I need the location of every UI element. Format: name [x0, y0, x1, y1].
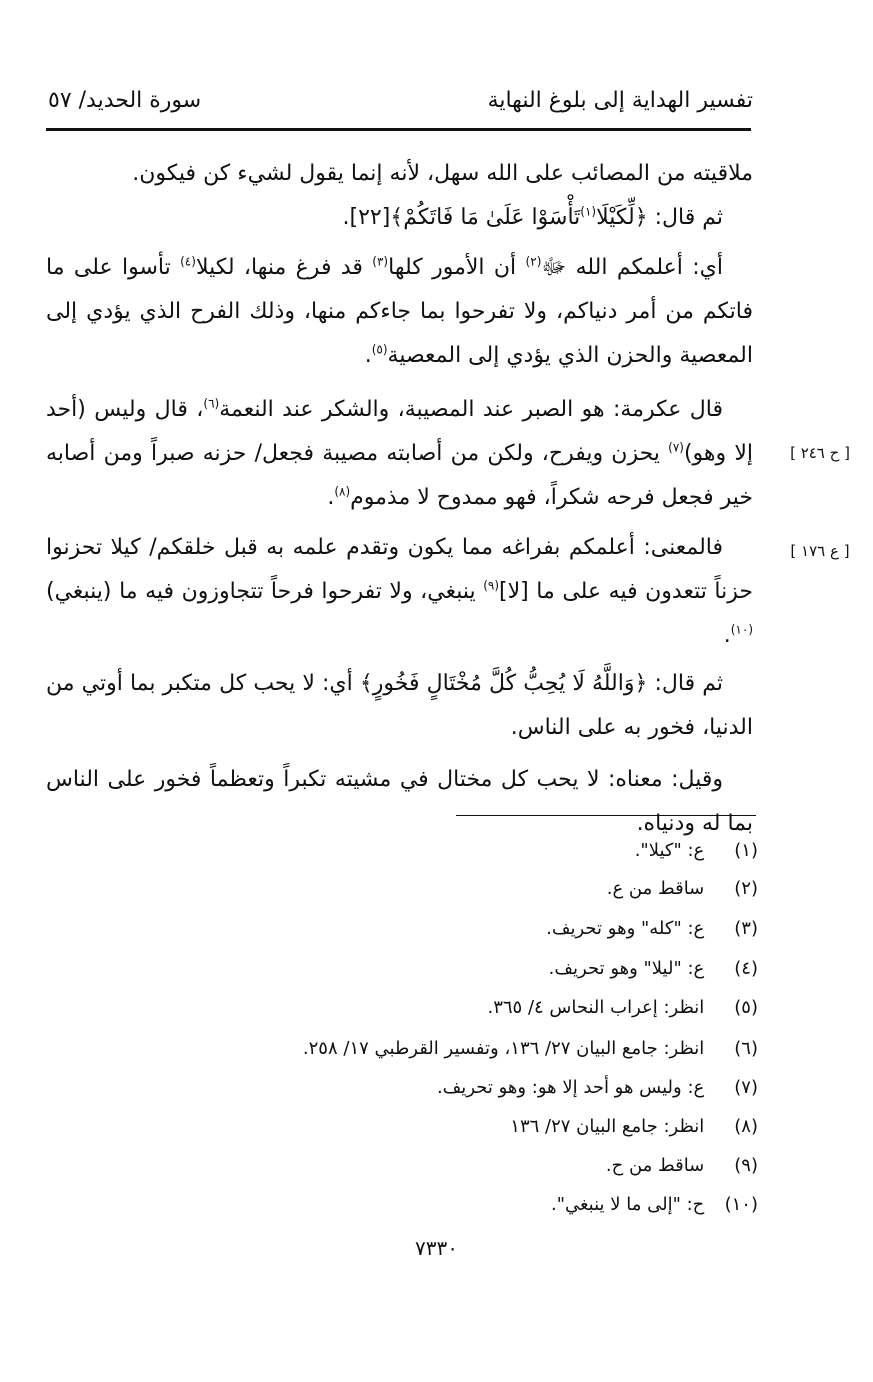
footnote-number: (٣): [734, 918, 758, 939]
footnote-ref-10[interactable]: (١٠): [730, 622, 753, 637]
text-run: .: [723, 623, 731, 648]
footnote-text: ع: "كله" وهو تحريف.: [546, 918, 705, 939]
footnote-divider: [456, 815, 756, 816]
footnote-5: [198, 995, 758, 1021]
footnote-number: (٦): [734, 1038, 758, 1059]
quran-verse: ﴿لِّكَيْلَا: [596, 205, 648, 230]
quran-verse: ﴿وَاللَّهُ لَا يُحِبُّ كُلَّ مُخْتَالٍ فَخُورٍ﴾: [359, 671, 648, 696]
margin-note-a: [ ع ١٧٦ ]: [790, 542, 850, 560]
footnote-number: (٢): [734, 878, 758, 899]
text-run: أي: لا يحب كل متكبر بما أوتي من الدنيا، فخور به على الناس.: [46, 671, 753, 740]
text-run: ثم قال:: [647, 205, 723, 230]
surah-label: سورة الحديد/ ٥٧: [48, 88, 202, 113]
footnote-ref-1[interactable]: (١): [580, 204, 597, 219]
footnote-text: ساقط من ح.: [605, 1155, 705, 1176]
footnote-3: [198, 916, 758, 942]
footnote-ref-5[interactable]: (٥): [371, 342, 388, 357]
footnote-number: (١): [734, 840, 758, 861]
footnote-text: ح: "إلى ما لا ينبغي".: [550, 1194, 705, 1215]
footnote-9: [198, 1153, 758, 1179]
text-run: ثم قال:: [647, 671, 723, 696]
footnote-number: (٥): [734, 997, 758, 1018]
footnote-6: [198, 1036, 758, 1062]
footnote-number: (٨): [734, 1116, 758, 1137]
text-run: قد فرغ منها، لكيلا: [195, 255, 373, 280]
text-run: أي: أعلمكم الله ﷻ: [541, 255, 724, 280]
footnote-number: (١٠): [724, 1194, 758, 1215]
text-run: يحزن ويفرح، ولكن من أصابته مصيبة فجعل/ حزنه صبراً ومن أصابه خير فجعل فرحه شكراً، فهو ممدوح لا مذموم: [46, 441, 753, 510]
running-title: تفسير الهداية إلى بلوغ النهاية: [487, 88, 753, 113]
header-divider: [46, 128, 751, 131]
footnote-10: [198, 1192, 758, 1218]
footnote-4: [198, 956, 758, 982]
paragraph-7: وقيل: معناه: لا يحب كل مختال في مشيته تكبراً وتعظماً فخور على الناس بما له ودنياه.: [46, 767, 753, 836]
page-number: ٧٣٣٠: [415, 1236, 458, 1260]
footnote-text: انظر: جامع البيان ٢٧/ ١٣٦، وتفسير القرطبي ١٧/ ٢٥٨.: [302, 1038, 705, 1059]
quran-verse-rest: تَأْسَوْا عَلَىٰ مَا فَاتَكُمْ﴾: [390, 205, 581, 230]
footnote-text: ع: "ليلا" وهو تحريف.: [548, 958, 705, 979]
text-run: ، قال وليس (أحد إلا وهو): [46, 397, 753, 466]
paragraph-4: [46, 388, 753, 520]
footnote-ref-6[interactable]: (٦): [203, 396, 220, 411]
footnote-ref-4[interactable]: (٤): [180, 254, 196, 269]
text-run: قال عكرمة: هو الصبر عند المصيبة، والشكر عند النعمة: [219, 397, 724, 422]
footnote-number: (٩): [734, 1155, 758, 1176]
footnote-ref-3[interactable]: (٣): [372, 254, 389, 269]
footnote-7: [198, 1075, 758, 1101]
footnote-1: [198, 838, 758, 864]
footnote-ref-8[interactable]: (٨): [334, 484, 351, 499]
verse-number: [٢٢].: [342, 205, 391, 230]
footnote-text: ع: "كيلا".: [634, 840, 705, 861]
paragraph-2: [46, 196, 753, 240]
paragraph-6: [46, 662, 753, 750]
margin-note-h: [ ح ٢٤٦ ]: [790, 444, 850, 462]
footnote-2: [198, 876, 758, 902]
footnote-text: ع: وليس هو أحد إلا هو: وهو تحريف.: [436, 1077, 705, 1098]
footnote-number: (٧): [734, 1077, 758, 1098]
footnote-text: انظر: جامع البيان ٢٧/ ١٣٦: [510, 1116, 705, 1137]
text-run: .: [327, 485, 335, 510]
footnote-8: [198, 1114, 758, 1140]
footnote-ref-2[interactable]: (٢): [525, 254, 542, 269]
footnote-text: انظر: إعراب النحاس ٤/ ٣٦٥.: [487, 997, 705, 1018]
text-run: تأسوا على ما فاتكم من أمر دنياكم، ولا تفرحوا بما جاءكم منها، وذلك الفرح الذي يؤدي إلى المعصية والحزن الذي يؤدي إلى المعصية: [46, 255, 753, 368]
footnote-number: (٤): [734, 958, 758, 979]
paragraph-3: [46, 246, 753, 378]
footnote-ref-7[interactable]: (٧): [668, 440, 684, 455]
text-run: فالمعنى: أعلمكم بفراغه مما يكون وتقدم علمه به قبل خلقكم/ كيلا تحزنوا حزناً تتعدون فيه على ما [لا]: [46, 535, 753, 604]
paragraph-1: ملاقيته من المصائب على الله سهل، لأنه إنما يقول لشيء كن فيكون.: [132, 161, 753, 186]
footnote-text: ساقط من ع.: [606, 878, 705, 899]
footnote-ref-9[interactable]: (٩): [483, 578, 500, 593]
text-run: .: [364, 343, 372, 368]
text-run: ينبغي، ولا تفرحوا فرحاً تتجاوزون فيه ما (ينبغي): [46, 579, 484, 604]
paragraph-5: [46, 526, 753, 658]
text-run: أن الأمور كلها: [388, 255, 526, 280]
